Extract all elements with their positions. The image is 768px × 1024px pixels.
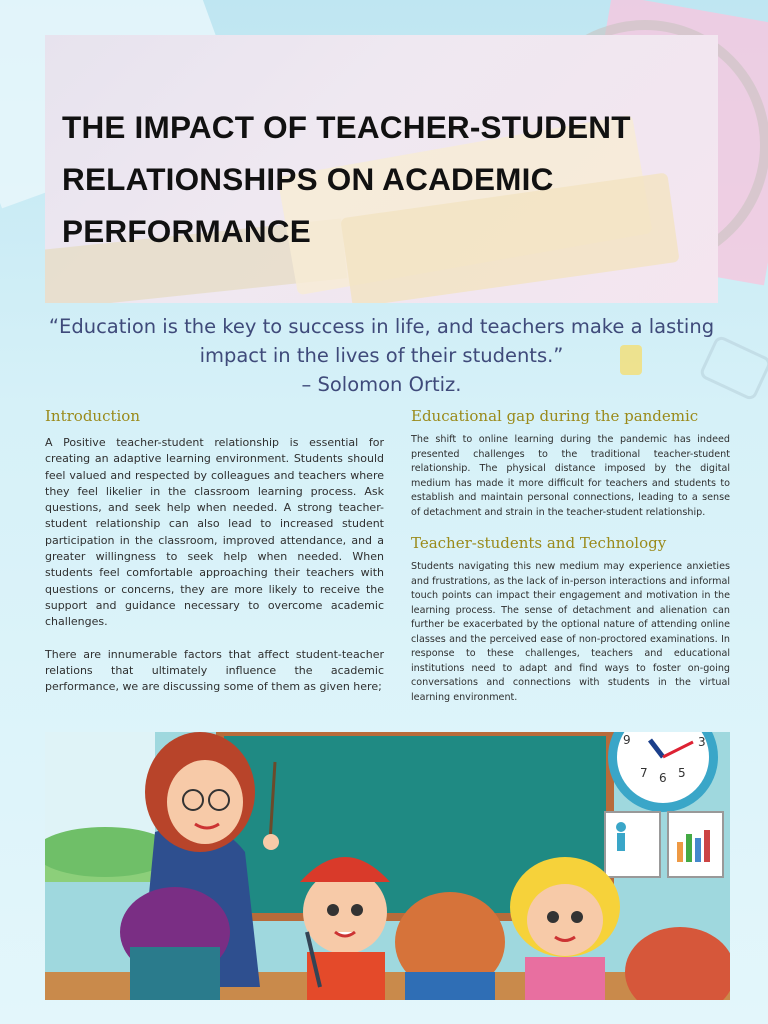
clock-number: 3 [698,735,706,749]
student-red-cap [300,857,390,1000]
page-title: THE IMPACT OF TEACHER-STUDENT RELATIONSHIPS ON ACADEMIC PERFORMANCE [62,109,631,249]
introduction-paragraph-1: A Positive teacher-student relationship is essential for creating an adaptive learning environment. Students should feel valued and respected by colleagues and teachers where they feel likelier in the classroom learning process. Ask questions, and seek help when needed. A strong teacher-student relationship can also lead to increased student participation in the classroom, improved attendance, and a greater willingness to seek help when needed. When students feel comfortable approaching their teachers with questions or concerns, they are more likely to receive the support and guidance necessary to overcome academic challenges. [45,436,384,629]
technology-text: Students navigating this new medium may experience anxieties and frustrations, as the lack of in-person interactions and informal touch points can impact their engagement and motivation in the learning process. The sense of detachment and alienation can further be exacerbated by the optional nature of attending online classes and the perceived ease of non-proctored examinations. In response to these challenges, teachers and educational institutions need to adapt and find ways to foster on-going conversations and connections with students in the virtual learning environment. [411,561,730,703]
clock-number: 5 [678,766,686,780]
introduction-heading: Introduction [45,407,140,425]
technology-heading: Teacher-students and Technology [411,534,667,552]
classroom-scene-icon [45,732,730,1000]
classroom-illustration [45,732,730,1000]
student-purple-cap [120,887,230,1000]
poster-body-icon [605,812,660,877]
clock-number: 6 [659,771,667,785]
educational-gap-heading: Educational gap during the pandemic [411,407,699,425]
poster-bar-chart-icon [668,812,723,877]
educational-gap-text: The shift to online learning during the pandemic has indeed presented challenges to the traditional teacher-student relationship. The physical distance imposed by the digital medium has made it more difficult for teachers and students to establish and maintain personal connections, leading to a sense of detachment and strain in the teacher-student relationship. [411,434,730,518]
right-column [411,404,730,705]
quote-author: – Solomon Ortiz. [301,373,462,396]
student-blonde-girl [510,857,620,1000]
quote-text: “Education is the key to success in life, and teachers make a lasting impact in the lives of their students.” [48,315,715,367]
student-orange-hair [395,892,505,1000]
clock-number: 9 [623,733,631,747]
quote-block [45,312,718,399]
introduction-paragraph-2: There are innumerable factors that affect student-teacher relations that ultimately influence the academic performance, we are discussing some of them as given here; [45,647,384,694]
clock-number: 7 [640,766,648,780]
introduction-column [45,404,384,695]
title-banner [45,35,718,303]
